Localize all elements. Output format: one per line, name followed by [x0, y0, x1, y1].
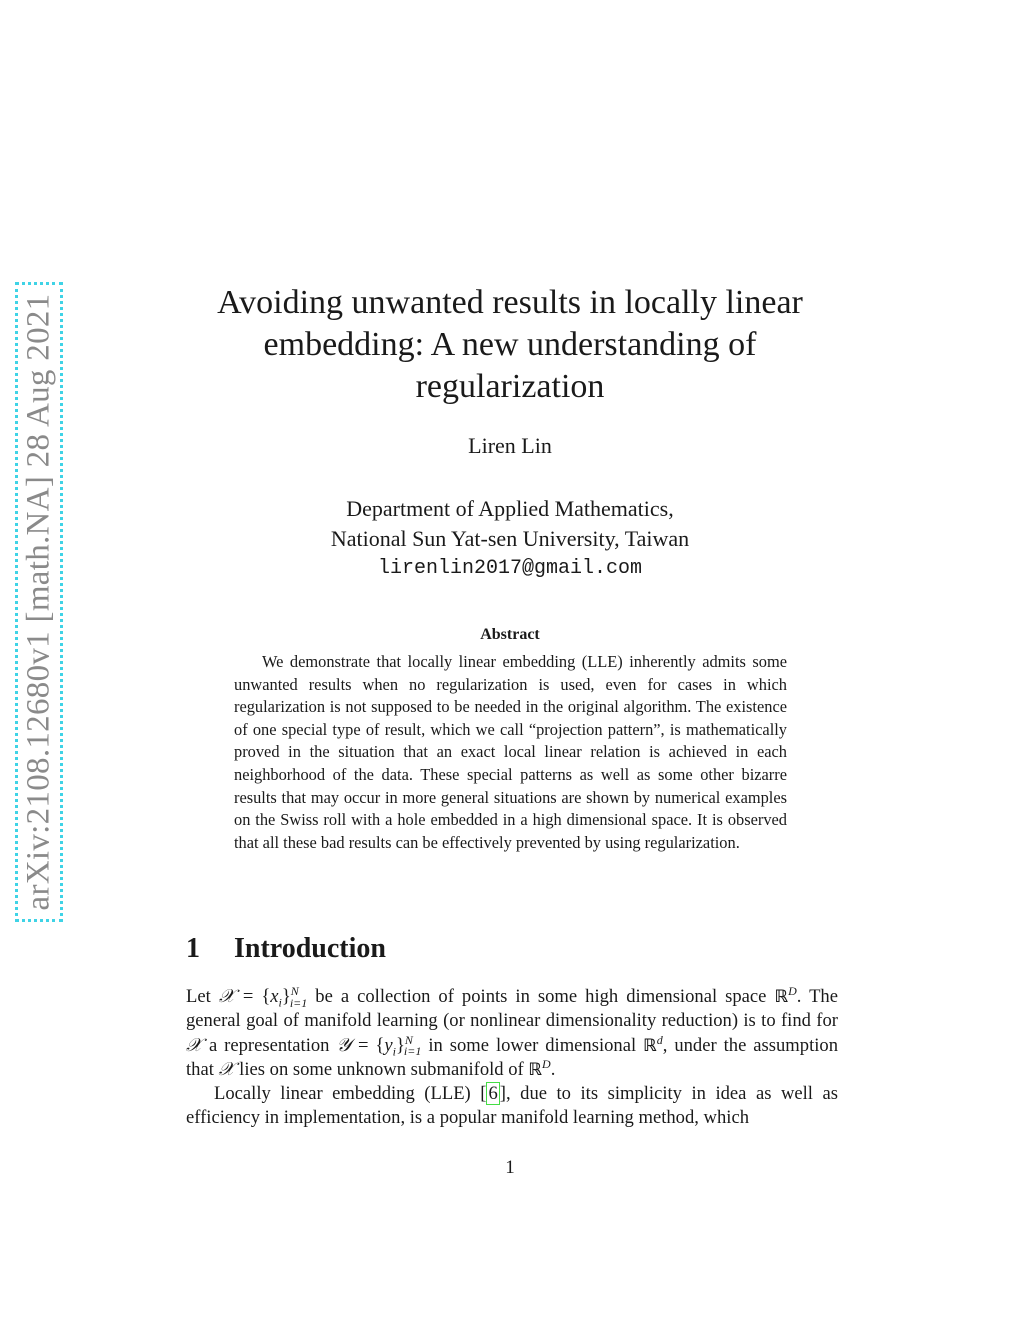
introduction-text	[186, 985, 838, 1131]
arxiv-stamp[interactable]	[15, 282, 63, 922]
intro-paragraph-2: Locally linear embedding (LLE) [ 6 ], due to its simplicity in idea as well as efficiency in implementation, is a popular manifold learning method, which	[186, 1083, 838, 1129]
author-email[interactable]: lirenlin2017@gmail.com	[377, 557, 643, 580]
affiliation-university: National Sun Yat-sen University, Taiwan	[330, 526, 690, 551]
intro-paragraph-1: Let 𝒳 = $\{x_i\}^N_{i=1}$ be a collection of points in some high dimensional space ℝ$^D$. The general goal of manifold learning (or nonlinear dimensionality reduction) is to find for 𝒳 a representation 𝒴 = $\{y_i\}^N_{i=1}$ in some lower dimensional ℝ$^d$, under the assumption that 𝒳 lies on some unknown submanifold of ℝ$^D$.	[186, 983, 838, 1080]
section-number: 1	[186, 933, 200, 964]
arxiv-stamp-text: arXiv:2108.12680v1 [math.NA] 28 Aug 2021	[20, 293, 57, 911]
paper-title: Avoiding unwanted results in locally linear embedding: A new understanding of regularization	[217, 284, 803, 405]
author-name: Liren Lin	[468, 433, 552, 458]
affiliation-department: Department of Applied Mathematics,	[346, 496, 674, 521]
section-title: Introduction	[234, 933, 386, 964]
abstract-body: We demonstrate that locally linear embedding (LLE) inherently admits some unwanted results when no regularization is used, even for cases in which regularization is not supposed to be needed in the original algorithm. The existence of one special type of result, which we call “projection pattern”, is mathematically proved in the situation that an exact local linear relation is achieved in each neighborhood of the data. These special patterns as well as some other bizarre results that may occur in more general situations are shown by numerical examples on the Swiss roll with a hole embedded in a high dimensional space. It is observed that all these bad results can be effectively prevented by using regularization.	[234, 652, 787, 852]
page-number: 1	[505, 1157, 515, 1178]
citation-link[interactable]: 6	[488, 1083, 498, 1105]
affiliation-block	[180, 494, 840, 584]
section-heading	[186, 933, 386, 965]
abstract-heading: Abstract	[480, 626, 540, 643]
